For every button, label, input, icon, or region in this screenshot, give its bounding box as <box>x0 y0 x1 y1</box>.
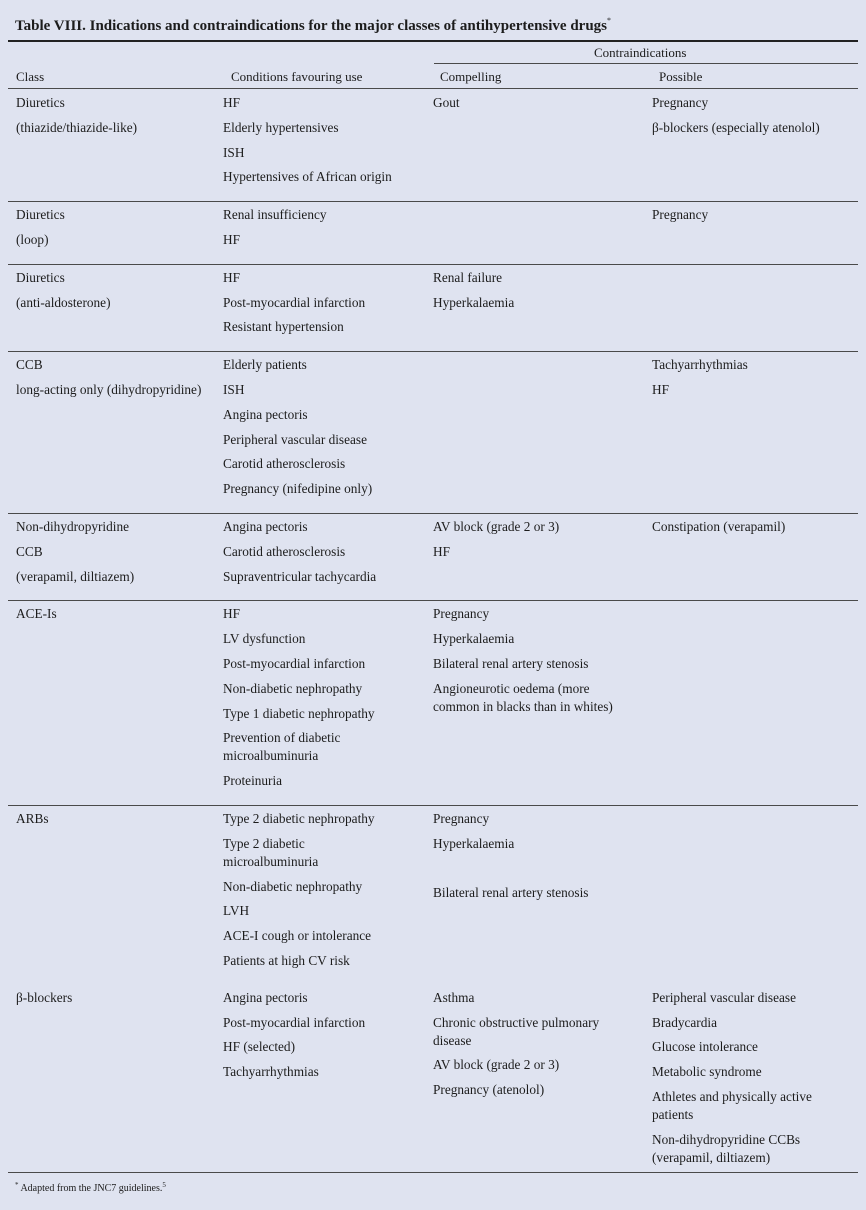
cell-line: (thiazide/thiazide-like) <box>16 119 138 135</box>
header-conditions: Conditions favouring use <box>231 69 363 84</box>
compelling-cell <box>433 352 652 514</box>
cell-line: HF <box>433 543 450 559</box>
table-row <box>8 90 858 202</box>
compelling-cell <box>433 601 652 806</box>
cell-line: Renal insufficiency <box>223 207 327 223</box>
cell-line: Pregnancy (nifedipine only) <box>223 481 373 497</box>
cell-line: Patients at high CV risk <box>223 952 350 968</box>
possible-cell <box>652 202 858 265</box>
cell-line: Post-myocardial infarction <box>223 655 366 671</box>
class-cell <box>8 985 223 1182</box>
cell-line: Metabolic syndrome <box>652 1064 762 1080</box>
conditions-cell <box>223 805 433 984</box>
cell-line: Glucose intolerance <box>652 1039 758 1055</box>
cell-line: Resistant hypertension <box>223 319 344 335</box>
table-row <box>8 202 858 265</box>
cell-line: patients <box>652 1106 694 1122</box>
table-row <box>8 513 858 600</box>
cell-line: Type 2 diabetic <box>223 835 305 851</box>
cell-line: Bilateral renal artery stenosis <box>433 885 589 901</box>
cell-line: Angina pectoris <box>223 406 308 422</box>
possible-cell <box>652 985 858 1182</box>
class-cell <box>8 264 223 351</box>
footnote-ref: 5 <box>162 1181 166 1189</box>
cell-line: AV block (grade 2 or 3) <box>433 518 560 534</box>
cell-line: HF <box>223 95 240 110</box>
conditions-cell <box>223 352 433 514</box>
cell-line: HF <box>223 269 240 285</box>
conditions-cell <box>223 202 433 265</box>
cell-line: disease <box>433 1032 472 1048</box>
cell-line: Hyperkalaemia <box>433 294 515 310</box>
possible-cell <box>652 352 858 514</box>
compelling-cell <box>433 264 652 351</box>
cell-line: Hypertensives of African origin <box>223 169 392 185</box>
cell-line: (loop) <box>16 231 49 247</box>
header-class: Class <box>16 69 45 84</box>
conditions-cell <box>223 513 433 600</box>
cell-line: Elderly patients <box>223 357 307 373</box>
cell-line: long-acting only (dihydropyridine) <box>16 381 202 397</box>
cell-line: Gout <box>433 95 460 110</box>
table-row <box>8 805 858 984</box>
cell-line: Tachyarrhythmias <box>223 1064 319 1080</box>
possible-cell <box>652 264 858 351</box>
cell-line: Proteinuria <box>223 773 283 789</box>
contraindications-underline <box>434 63 858 64</box>
table-row <box>8 264 858 351</box>
header-compelling: Compelling <box>440 69 502 84</box>
class-cell <box>8 513 223 600</box>
cell-line: ISH <box>223 144 245 160</box>
cell-line: HF <box>223 231 240 247</box>
cell-line: Type 2 diabetic nephropathy <box>223 810 375 826</box>
cell-line: Angina pectoris <box>223 518 308 534</box>
cell-line: Diuretics <box>16 95 65 110</box>
cell-line: Pregnancy <box>652 207 709 223</box>
cell-line: ARBs <box>16 810 49 826</box>
table-row <box>8 601 858 806</box>
compelling-cell <box>433 513 652 600</box>
cell-line: Angioneurotic oedema (more <box>433 680 590 696</box>
class-cell <box>8 805 223 984</box>
class-cell <box>8 352 223 514</box>
cell-line: Non-dihydropyridine CCBs <box>652 1131 801 1147</box>
cell-line: Pregnancy (atenolol) <box>433 1082 545 1098</box>
possible-cell <box>652 601 858 806</box>
cell-line: Elderly hypertensives <box>223 119 339 135</box>
header-possible: Possible <box>659 69 703 84</box>
cell-line: Peripheral vascular disease <box>652 989 796 1005</box>
header-contraindications: Contraindications <box>594 45 687 60</box>
cell-line: Non-diabetic nephropathy <box>223 878 363 894</box>
top-rule <box>8 40 858 42</box>
cell-line: microalbuminuria <box>223 853 319 869</box>
cell-line: Angina pectoris <box>223 989 308 1005</box>
cell-line: HF (selected) <box>223 1039 295 1055</box>
compelling-cell <box>433 90 652 202</box>
cell-line: LV dysfunction <box>223 631 306 647</box>
cell-line: Pregnancy <box>433 810 490 826</box>
cell-line: (verapamil, diltiazem) <box>16 568 135 584</box>
cell-line: Bradycardia <box>652 1014 717 1030</box>
class-cell <box>8 202 223 265</box>
conditions-cell <box>223 985 433 1182</box>
cell-line: Non-dihydropyridine <box>16 518 130 534</box>
cell-line: microalbuminuria <box>223 748 319 764</box>
cell-line: Asthma <box>433 989 475 1005</box>
cell-line: Peripheral vascular disease <box>223 431 367 447</box>
compelling-cell <box>433 202 652 265</box>
cell-line: Athletes and physically active <box>652 1088 812 1104</box>
cell-line: common in blacks than in whites) <box>433 698 613 714</box>
table-body <box>8 90 858 1181</box>
cell-line: (anti-aldosterone) <box>16 294 111 310</box>
cell-line: LVH <box>223 903 250 919</box>
cell-line: Chronic obstructive pulmonary <box>433 1014 600 1030</box>
cell-line: HF <box>223 606 240 622</box>
possible-cell <box>652 90 858 202</box>
table-row <box>8 985 858 1182</box>
cell-line: CCB <box>16 357 43 373</box>
conditions-cell <box>223 601 433 806</box>
footnote-text: Adapted from the JNC7 guidelines. <box>20 1183 163 1194</box>
cell-line: Hyperkalaemia <box>433 631 515 647</box>
cell-line: AV block (grade 2 or 3) <box>433 1057 560 1073</box>
cell-line: ISH <box>223 381 245 397</box>
cell-line: Carotid atherosclerosis <box>223 456 346 472</box>
cell-line: CCB <box>16 543 43 559</box>
class-cell <box>8 601 223 806</box>
cell-line: Diuretics <box>16 269 65 285</box>
cell-line: Carotid atherosclerosis <box>223 543 346 559</box>
table-title-text: Table VIII. Indications and contraindications for the major classes of antihypertensive drugs <box>15 18 608 34</box>
cell-line: (verapamil, diltiazem) <box>652 1149 771 1165</box>
cell-line: Post-myocardial infarction <box>223 1014 366 1030</box>
cell-line: Type 1 diabetic nephropathy <box>223 705 375 721</box>
indications-table <box>8 90 858 1181</box>
cell-line: HF <box>652 381 669 397</box>
cell-line: ACE-I cough or intolerance <box>223 928 372 944</box>
cell-line: β-blockers <box>16 989 73 1005</box>
possible-cell <box>652 513 858 600</box>
cell-line: Tachyarrhythmias <box>652 357 748 373</box>
cell-line: ACE-Is <box>16 606 57 622</box>
cell-line: Prevention of diabetic <box>223 730 341 746</box>
cell-line: Non-diabetic nephropathy <box>223 680 363 696</box>
cell-line <box>433 860 652 878</box>
cell-line: Diuretics <box>16 207 65 223</box>
conditions-cell <box>223 90 433 202</box>
cell-line: Pregnancy <box>652 95 709 110</box>
header-bottom-rule <box>8 88 858 89</box>
table-row <box>8 352 858 514</box>
footnote-mark: * <box>15 1181 19 1189</box>
cell-line: Pregnancy <box>433 606 490 622</box>
cell-line: β-blockers (especially atenolol) <box>652 119 820 135</box>
cell-line: Constipation (verapamil) <box>652 518 786 534</box>
cell-line: Supraventricular tachycardia <box>223 568 377 584</box>
table-title <box>15 16 611 35</box>
bottom-rule <box>8 1172 858 1173</box>
cell-line: Post-myocardial infarction <box>223 294 366 310</box>
possible-cell <box>652 805 858 984</box>
title-footnote-mark: * <box>607 16 612 25</box>
compelling-cell <box>433 805 652 984</box>
compelling-cell <box>433 985 652 1182</box>
class-cell <box>8 90 223 202</box>
cell-line: Hyperkalaemia <box>433 835 515 851</box>
cell-line: Renal failure <box>433 269 503 285</box>
footnote <box>15 1181 166 1194</box>
cell-line: Bilateral renal artery stenosis <box>433 655 589 671</box>
conditions-cell <box>223 264 433 351</box>
